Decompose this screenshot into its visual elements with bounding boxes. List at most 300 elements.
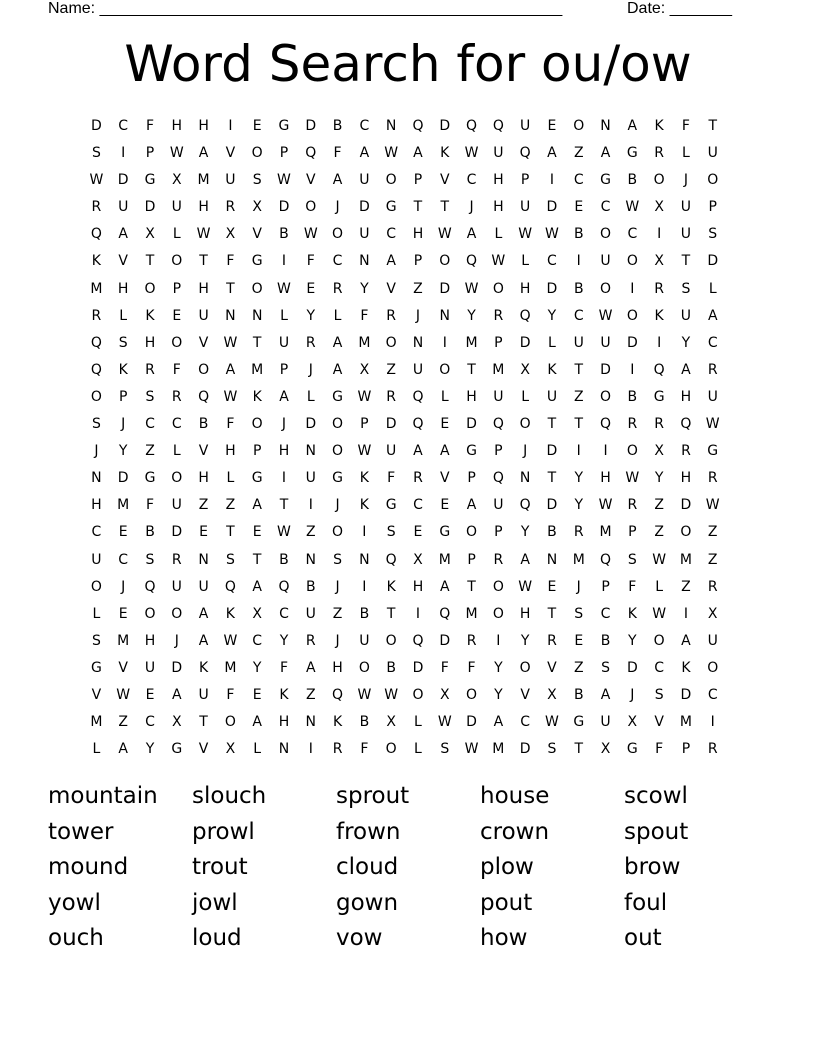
grid-letter[interactable]: O [412,686,424,703]
grid-letter[interactable]: H [493,172,504,189]
grid-letter[interactable]: B [547,524,557,541]
grid-letter[interactable]: I [281,253,287,270]
grid-letter[interactable]: D [171,524,183,541]
grid-letter[interactable]: I [362,578,367,595]
grid-letter[interactable]: L [280,307,288,324]
grid-letter[interactable]: O [626,253,638,270]
grid-letter[interactable]: W [464,280,479,297]
grid-letter[interactable]: G [332,388,343,405]
grid-letter[interactable]: P [279,361,289,378]
grid-letter[interactable]: E [252,686,262,703]
grid-letter[interactable]: A [225,361,236,378]
grid-letter[interactable]: O [332,416,344,433]
grid-letter[interactable]: F [467,659,476,676]
grid-letter[interactable]: A [118,741,128,758]
grid-letter[interactable]: V [386,280,396,297]
grid-letter[interactable]: L [414,714,422,731]
grid-letter[interactable]: L [333,307,342,324]
grid-letter[interactable]: J [630,686,635,703]
grid-letter[interactable]: O [492,578,504,595]
grid-letter[interactable]: C [252,632,263,649]
grid-letter[interactable]: T [279,497,289,514]
grid-letter[interactable]: J [174,632,179,649]
grid-letter[interactable]: G [251,253,263,270]
grid-letter[interactable]: U [278,334,290,351]
grid-letter[interactable]: H [198,118,209,134]
grid-letter[interactable]: O [171,470,183,487]
grid-letter[interactable]: G [626,741,638,758]
grid-letter[interactable]: G [707,443,719,460]
grid-letter[interactable]: I [415,605,421,622]
grid-letter[interactable]: G [653,388,665,405]
grid-letter[interactable]: P [520,172,530,189]
grid-letter[interactable]: T [386,605,396,622]
grid-letter[interactable]: H [412,226,424,243]
grid-letter[interactable]: G [90,659,102,676]
grid-letter[interactable]: C [600,199,611,216]
grid-letter[interactable]: T [681,253,691,270]
grid-letter[interactable]: Q [412,632,424,649]
grid-letter[interactable]: A [439,443,450,460]
grid-letter[interactable]: A [118,226,128,243]
grid-letter[interactable]: E [440,497,450,514]
grid-letter[interactable]: N [225,307,236,324]
grid-letter[interactable]: W [625,470,640,487]
grid-letter[interactable]: F [681,118,690,134]
grid-letter[interactable]: O [707,659,719,676]
grid-letter[interactable]: I [657,334,662,351]
grid-letter[interactable]: J [683,172,688,189]
grid-letter[interactable]: C [359,118,370,134]
grid-letter[interactable]: W [89,172,104,189]
grid-letter[interactable]: P [494,524,503,541]
grid-letter[interactable]: I [710,714,715,731]
grid-letter[interactable]: N [305,551,317,568]
grid-letter[interactable]: S [145,388,155,405]
grid-letter[interactable]: R [654,280,664,297]
grid-letter[interactable]: H [412,578,424,595]
grid-letter[interactable]: B [279,551,289,568]
grid-letter[interactable]: R [707,470,718,487]
grid-letter[interactable]: B [627,172,638,189]
grid-letter[interactable]: D [305,416,317,433]
grid-letter[interactable]: W [598,307,613,324]
grid-letter[interactable]: M [197,172,210,189]
grid-letter[interactable]: X [145,226,155,243]
grid-letter[interactable]: Y [360,280,369,297]
grid-letter[interactable]: U [359,172,370,189]
grid-letter[interactable]: J [469,199,474,216]
grid-letter[interactable]: G [439,524,451,541]
grid-letter[interactable]: U [520,118,531,134]
grid-letter[interactable]: Q [466,253,478,270]
grid-letter[interactable]: K [332,714,343,731]
grid-letter[interactable]: B [359,714,370,731]
grid-letter[interactable]: C [332,253,343,270]
grid-letter[interactable]: A [332,172,343,189]
grid-letter[interactable]: Y [467,307,476,324]
grid-letter[interactable]: H [332,659,343,676]
grid-letter[interactable]: P [360,416,369,433]
grid-letter[interactable]: W [705,416,720,433]
grid-letter[interactable]: Q [519,145,531,162]
grid-letter[interactable]: X [600,741,611,758]
grid-letter[interactable]: S [333,551,343,568]
grid-letter[interactable]: W [518,578,533,595]
grid-letter[interactable]: W [652,605,667,622]
grid-letter[interactable]: B [573,280,584,297]
grid-letter[interactable]: T [199,253,208,270]
grid-letter[interactable]: U [493,388,504,405]
grid-letter[interactable]: G [144,470,156,487]
grid-letter[interactable]: V [118,659,128,676]
grid-letter[interactable]: Y [252,659,262,676]
grid-letter[interactable]: A [681,361,691,378]
grid-letter[interactable]: T [226,280,235,297]
grid-letter[interactable]: O [144,280,156,297]
grid-letter[interactable]: L [521,253,530,270]
grid-letter[interactable]: W [223,388,238,405]
grid-letter[interactable]: U [171,578,182,595]
grid-letter[interactable]: O [600,280,612,297]
grid-letter[interactable]: H [198,199,209,216]
grid-letter[interactable]: L [414,741,422,758]
grid-letter[interactable]: Q [492,118,504,134]
grid-letter[interactable]: F [628,578,637,595]
grid-letter[interactable]: L [494,226,503,243]
grid-letter[interactable]: A [466,226,477,243]
grid-letter[interactable]: O [600,226,612,243]
grid-letter[interactable]: Q [412,118,424,134]
grid-letter[interactable]: W [464,741,479,758]
grid-letter[interactable]: I [683,605,688,622]
grid-letter[interactable]: Q [332,686,344,703]
grid-letter[interactable]: M [90,714,103,731]
grid-letter[interactable]: F [172,361,181,378]
grid-letter[interactable]: X [171,172,182,189]
grid-letter[interactable]: A [547,145,557,162]
grid-letter[interactable]: L [548,334,556,351]
grid-letter[interactable]: N [439,307,450,324]
grid-letter[interactable]: W [384,145,399,162]
grid-letter[interactable]: H [600,470,611,487]
grid-letter[interactable]: U [305,470,316,487]
grid-letter[interactable]: H [91,497,102,514]
grid-letter[interactable]: D [626,659,638,676]
grid-letter[interactable]: R [573,524,584,541]
grid-letter[interactable]: A [359,145,370,162]
grid-letter[interactable]: M [224,659,237,676]
grid-letter[interactable]: U [412,361,424,378]
grid-letter[interactable]: M [679,714,692,731]
grid-letter[interactable]: U [707,388,718,405]
grid-letter[interactable]: H [117,280,129,297]
grid-letter[interactable]: E [574,199,584,216]
grid-letter[interactable]: K [440,145,450,162]
grid-letter[interactable]: A [413,443,423,460]
grid-letter[interactable]: O [492,280,504,297]
grid-letter[interactable]: E [547,118,557,134]
grid-letter[interactable]: N [251,307,263,324]
grid-letter[interactable]: C [145,416,155,433]
grid-letter[interactable]: D [385,416,397,433]
grid-letter[interactable]: S [118,334,128,351]
grid-letter[interactable]: A [252,497,262,514]
grid-letter[interactable]: R [171,551,182,568]
grid-letter[interactable]: S [681,280,691,297]
grid-letter[interactable]: Z [654,524,664,541]
grid-letter[interactable]: A [332,361,343,378]
grid-letter[interactable]: L [306,388,315,405]
grid-letter[interactable]: K [547,361,557,378]
grid-letter[interactable]: H [680,388,692,405]
grid-letter[interactable]: A [520,551,530,568]
grid-letter[interactable]: W [705,497,720,514]
grid-letter[interactable]: M [438,551,451,568]
grid-letter[interactable]: C [118,551,129,568]
grid-letter[interactable]: C [627,226,638,243]
grid-letter[interactable]: V [439,470,450,487]
grid-letter[interactable]: I [496,632,501,649]
grid-letter[interactable]: N [305,443,317,460]
grid-letter[interactable]: F [440,659,449,676]
grid-letter[interactable]: E [118,524,128,541]
grid-letter[interactable]: I [442,334,447,351]
grid-letter[interactable]: D [144,199,156,216]
grid-letter[interactable]: Q [412,416,424,433]
grid-letter[interactable]: O [358,659,370,676]
grid-letter[interactable]: O [251,416,263,433]
grid-letter[interactable]: L [521,388,530,405]
grid-letter[interactable]: X [520,361,530,378]
grid-letter[interactable]: W [223,632,238,649]
grid-letter[interactable]: O [626,443,638,460]
grid-letter[interactable]: K [279,686,289,703]
grid-letter[interactable]: D [171,659,183,676]
grid-letter[interactable]: Q [519,497,531,514]
grid-letter[interactable]: U [546,388,558,405]
grid-letter[interactable]: C [707,334,718,351]
grid-letter[interactable]: Q [90,334,102,351]
grid-letter[interactable]: O [332,443,344,460]
grid-letter[interactable]: A [198,145,209,162]
grid-letter[interactable]: R [386,307,397,324]
grid-letter[interactable]: S [91,416,101,433]
grid-letter[interactable]: P [628,524,637,541]
grid-letter[interactable]: W [437,226,452,243]
grid-letter[interactable]: V [439,172,450,189]
grid-letter[interactable]: U [91,551,102,568]
grid-letter[interactable]: U [198,686,209,703]
grid-letter[interactable]: O [332,524,344,541]
grid-letter[interactable]: V [225,145,236,162]
grid-letter[interactable]: J [576,578,581,595]
grid-letter[interactable]: W [277,280,291,297]
grid-letter[interactable]: Z [573,145,584,162]
grid-letter[interactable]: U [198,578,209,595]
grid-letter[interactable]: X [654,253,664,270]
grid-letter[interactable]: Z [573,388,584,405]
grid-letter[interactable]: H [198,470,209,487]
grid-letter[interactable]: V [252,226,262,243]
grid-letter[interactable]: F [360,307,369,324]
grid-letter[interactable]: U [707,632,718,649]
grid-letter[interactable]: D [466,714,477,731]
grid-letter[interactable]: A [600,145,611,162]
grid-letter[interactable]: T [574,416,584,433]
grid-letter[interactable]: Q [224,578,236,595]
grid-letter[interactable]: Q [144,578,156,595]
grid-letter[interactable]: A [332,334,343,351]
grid-letter[interactable]: I [630,361,635,378]
grid-letter[interactable]: U [144,659,156,676]
grid-letter[interactable]: H [225,443,236,460]
grid-letter[interactable]: Z [413,280,423,297]
grid-letter[interactable]: K [359,497,369,514]
grid-letter[interactable]: G [385,199,397,216]
grid-letter[interactable]: S [547,741,557,758]
grid-letter[interactable]: A [252,714,262,731]
grid-letter[interactable]: S [627,551,637,568]
grid-letter[interactable]: E [252,118,262,134]
grid-letter[interactable]: P [708,199,717,216]
grid-letter[interactable]: A [198,605,209,622]
grid-letter[interactable]: H [144,632,156,649]
grid-letter[interactable]: K [386,578,396,595]
grid-letter[interactable]: K [654,307,664,324]
grid-letter[interactable]: Q [600,416,612,433]
grid-letter[interactable]: V [654,714,664,731]
grid-letter[interactable]: T [467,361,476,378]
grid-letter[interactable]: G [251,470,263,487]
grid-letter[interactable]: D [439,632,451,649]
grid-letter[interactable]: D [439,280,451,297]
grid-letter[interactable]: S [574,605,584,622]
grid-letter[interactable]: S [91,145,101,162]
grid-letter[interactable]: A [413,145,423,162]
grid-letter[interactable]: Z [305,686,316,703]
grid-letter[interactable]: D [91,118,102,134]
grid-letter[interactable]: Z [145,443,155,460]
grid-letter[interactable]: W [357,388,372,405]
grid-letter[interactable]: U [305,605,316,622]
grid-letter[interactable]: D [546,497,558,514]
grid-letter[interactable]: I [308,497,313,514]
grid-letter[interactable]: C [171,416,182,433]
grid-letter[interactable]: D [546,443,558,460]
grid-letter[interactable]: Y [494,659,503,676]
grid-letter[interactable]: X [252,199,262,216]
grid-letter[interactable]: L [119,307,128,324]
grid-letter[interactable]: J [121,416,126,433]
grid-letter[interactable]: C [91,524,102,541]
grid-letter[interactable]: X [225,741,236,758]
grid-letter[interactable]: H [519,605,531,622]
grid-letter[interactable]: Y [628,632,637,649]
grid-letter[interactable]: V [305,172,316,189]
grid-letter[interactable]: A [493,714,504,731]
grid-letter[interactable]: K [118,361,128,378]
grid-letter[interactable]: B [386,659,396,676]
grid-letter[interactable]: U [171,497,182,514]
grid-letter[interactable]: D [305,118,317,134]
grid-letter[interactable]: U [225,172,236,189]
grid-letter[interactable]: X [225,226,236,243]
grid-letter[interactable]: W [545,714,559,731]
grid-letter[interactable]: U [493,145,504,162]
grid-letter[interactable]: B [145,524,155,541]
grid-letter[interactable]: M [117,497,130,514]
grid-letter[interactable]: L [655,578,664,595]
grid-letter[interactable]: W [357,686,372,703]
grid-letter[interactable]: H [466,388,477,405]
grid-letter[interactable]: Y [520,524,530,541]
grid-letter[interactable]: J [281,416,287,433]
grid-letter[interactable]: U [359,226,370,243]
grid-letter[interactable]: G [278,118,290,134]
grid-letter[interactable]: U [198,307,209,324]
grid-letter[interactable]: U [680,307,692,324]
grid-letter[interactable]: W [464,145,479,162]
grid-letter[interactable]: C [145,714,155,731]
grid-letter[interactable]: H [278,443,290,460]
grid-letter[interactable]: Q [412,388,424,405]
grid-letter[interactable]: T [199,714,208,731]
grid-letter[interactable]: R [654,145,664,162]
grid-letter[interactable]: S [145,551,155,568]
grid-letter[interactable]: W [437,714,452,731]
grid-letter[interactable]: Y [574,470,584,487]
grid-letter[interactable]: U [386,443,397,460]
grid-letter[interactable]: L [92,605,101,622]
grid-letter[interactable]: Z [707,551,718,568]
grid-letter[interactable]: F [145,497,155,514]
grid-letter[interactable]: A [681,632,691,649]
grid-letter[interactable]: B [198,416,209,433]
grid-letter[interactable]: D [519,741,531,758]
grid-letter[interactable]: X [252,605,262,622]
grid-letter[interactable]: H [519,280,531,297]
grid-letter[interactable]: Q [519,307,531,324]
grid-letter[interactable]: A [600,686,611,703]
grid-letter[interactable]: R [493,307,504,324]
grid-letter[interactable]: O [439,361,451,378]
grid-letter[interactable]: U [171,199,182,216]
grid-letter[interactable]: K [681,659,691,676]
grid-letter[interactable]: Q [278,578,290,595]
grid-letter[interactable]: L [440,388,449,405]
grid-letter[interactable]: D [439,118,451,134]
grid-letter[interactable]: S [601,659,610,676]
grid-letter[interactable]: U [493,497,504,514]
grid-letter[interactable]: P [467,470,476,487]
grid-letter[interactable]: B [573,226,584,243]
grid-letter[interactable]: T [145,253,155,270]
grid-letter[interactable]: G [171,741,183,758]
grid-letter[interactable]: U [600,334,611,351]
grid-letter[interactable]: B [305,578,316,595]
grid-letter[interactable]: E [440,416,450,433]
grid-letter[interactable]: G [466,443,477,460]
grid-letter[interactable]: F [145,118,155,134]
grid-letter[interactable]: D [680,686,692,703]
grid-letter[interactable]: T [547,605,557,622]
grid-letter[interactable]: K [252,388,262,405]
grid-letter[interactable]: J [335,578,340,595]
grid-letter[interactable]: F [306,253,315,270]
grid-letter[interactable]: Z [707,524,718,541]
grid-letter[interactable]: M [251,361,264,378]
